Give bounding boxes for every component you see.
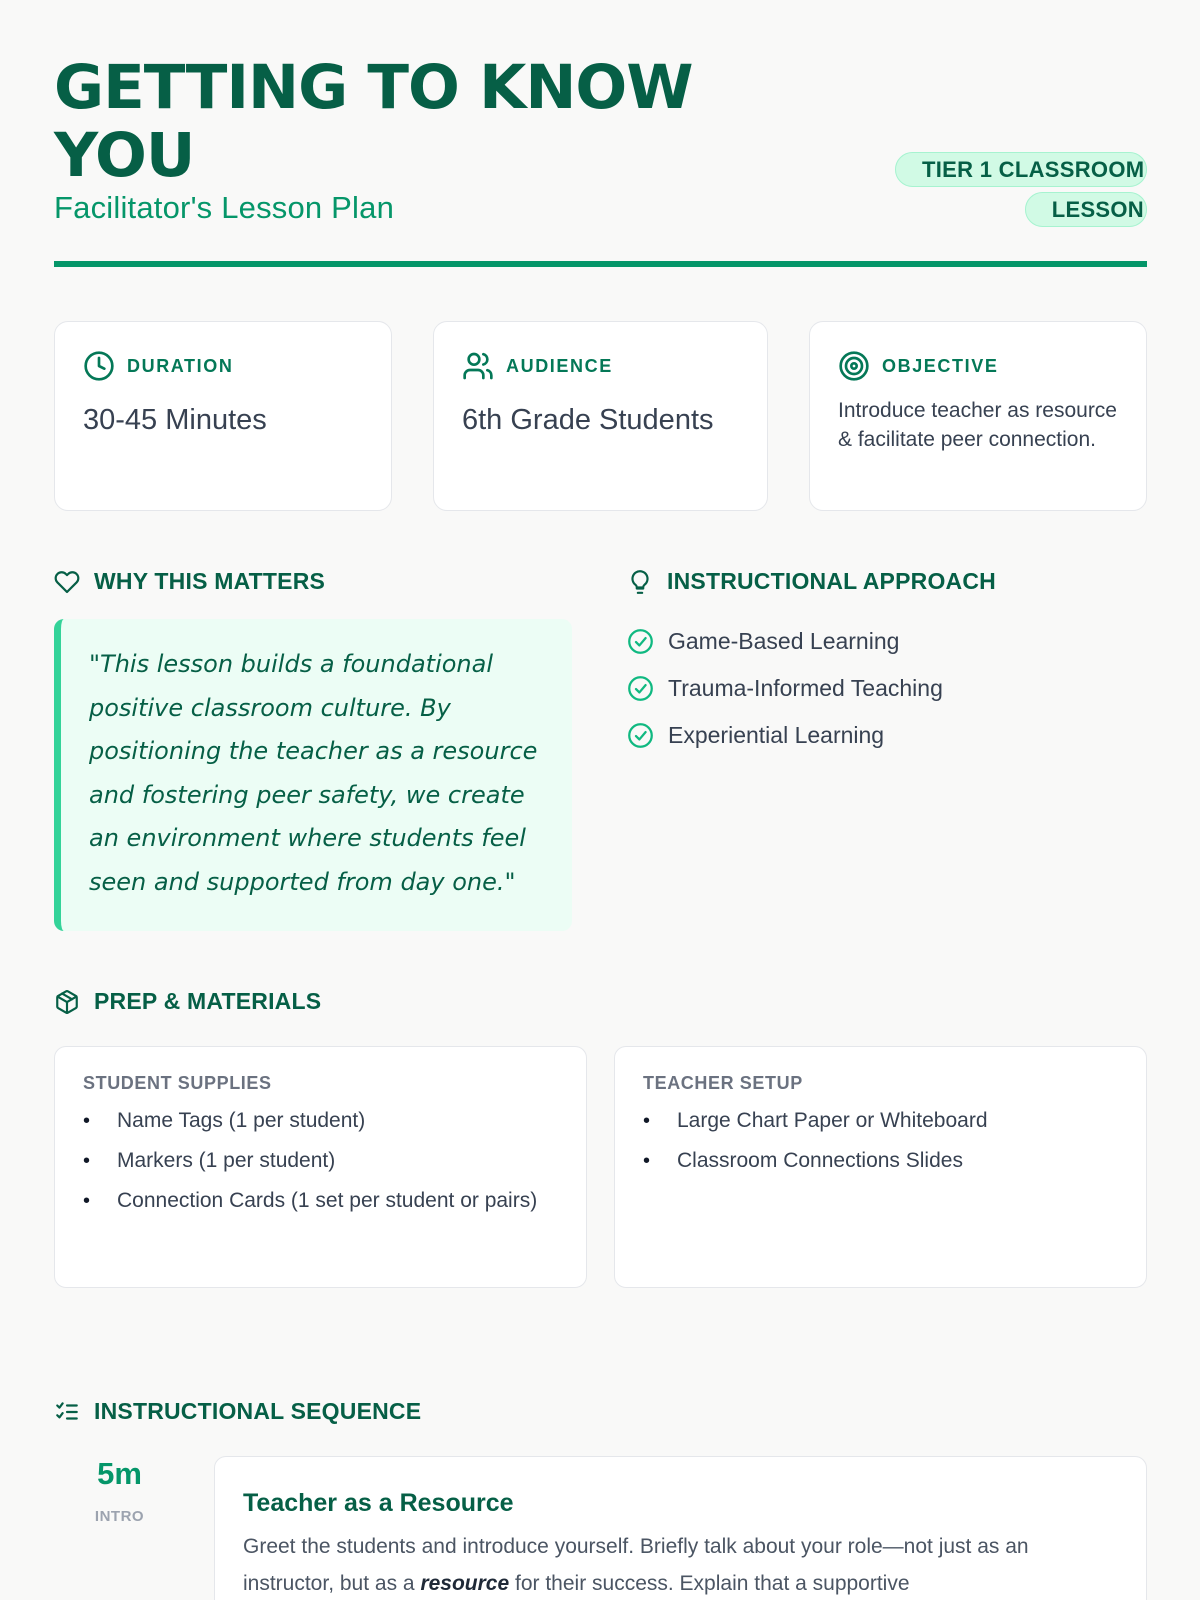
teacher-setup-list	[643, 1104, 1118, 1178]
header-divider	[54, 261, 1147, 267]
check-circle-icon	[627, 722, 654, 749]
check-circle-icon	[627, 628, 654, 655]
sequence-step-time	[54, 1456, 185, 1525]
list-item-label: Name Tags (1 per student)	[117, 1109, 366, 1132]
approach-item	[627, 712, 943, 759]
materials-heading-label: PREP & MATERIALS	[94, 988, 322, 1014]
approach-item-label: Trauma-Informed Teaching	[668, 675, 943, 701]
step-duration: 5m	[97, 1456, 142, 1491]
page-title: GETTING TO KNOW YOU	[54, 52, 693, 191]
list-item-label: Classroom Connections Slides	[677, 1149, 963, 1172]
objective-label: OBJECTIVE	[882, 355, 999, 376]
approach-heading-label: INSTRUCTIONAL APPROACH	[667, 568, 996, 594]
checklist-icon	[54, 1399, 80, 1425]
duration-label: DURATION	[127, 355, 234, 376]
objective-card	[809, 321, 1147, 511]
clock-icon	[83, 350, 115, 382]
approach-item-label: Game-Based Learning	[668, 628, 900, 654]
list-item-label: Connection Cards (1 set per student or pairs)	[117, 1189, 538, 1212]
step-title: Teacher as a Resource	[243, 1489, 514, 1517]
student-supplies-list	[83, 1104, 558, 1218]
teacher-setup-label: TEACHER SETUP	[643, 1073, 803, 1093]
approach-heading	[627, 568, 996, 595]
sequence-heading	[54, 1398, 421, 1425]
step-description-emphasis: resource	[420, 1572, 510, 1595]
step-stage: INTRO	[94, 1508, 145, 1525]
step-description-start: Greet the students and introduce yourself. Briefly talk about your role—not just as an instructor, but as a	[243, 1535, 1029, 1595]
approach-list	[627, 618, 943, 759]
duration-value: 30-45 Minutes	[83, 404, 267, 436]
duration-card	[54, 321, 392, 511]
list-item: • Classroom Connections Slides	[643, 1149, 963, 1172]
audience-value: 6th Grade Students	[462, 404, 714, 436]
teacher-setup-card	[614, 1046, 1147, 1288]
check-circle-icon	[627, 675, 654, 702]
list-item: • Connection Cards (1 set per student or pairs)	[83, 1189, 538, 1212]
objective-value: Introduce teacher as resource & facilitate peer connection.	[838, 399, 1117, 451]
approach-item	[627, 665, 943, 712]
audience-label: AUDIENCE	[506, 355, 613, 376]
audience-card	[433, 321, 768, 511]
why-heading	[54, 568, 325, 595]
list-item: • Name Tags (1 per student)	[83, 1109, 366, 1132]
lightbulb-icon	[627, 569, 653, 595]
list-item: • Markers (1 per student)	[83, 1149, 336, 1172]
page-subtitle: Facilitator's Lesson Plan	[54, 190, 395, 225]
step-description-end: for their success. Explain that a supportive	[515, 1572, 910, 1595]
users-icon	[462, 350, 494, 382]
sequence-step-card	[214, 1456, 1147, 1600]
why-quote: "This lesson builds a foundational positive classroom culture. By positioning the teacher as a resource and fostering peer safety, we create an environment where students feel seen and supported from day one."	[54, 619, 572, 931]
list-item-label: Markers (1 per student)	[117, 1149, 336, 1172]
student-supplies-label: STUDENT SUPPLIES	[83, 1073, 272, 1093]
list-item: • Large Chart Paper or Whiteboard	[643, 1109, 988, 1132]
why-heading-label: WHY THIS MATTERS	[94, 568, 326, 594]
tier-badge-label: TIER 1 CLASSROOM LESSON	[895, 152, 1147, 227]
step-description	[243, 1528, 1118, 1600]
sequence-heading-label: INSTRUCTIONAL SEQUENCE	[94, 1398, 422, 1424]
tier-badge	[895, 150, 1147, 230]
student-supplies-card	[54, 1046, 587, 1288]
approach-item	[627, 618, 943, 665]
target-icon	[838, 350, 870, 382]
list-item-label: Large Chart Paper or Whiteboard	[677, 1109, 988, 1132]
materials-heading	[54, 988, 321, 1015]
approach-item-label: Experiential Learning	[668, 722, 885, 748]
package-icon	[54, 989, 80, 1015]
heart-icon	[54, 569, 80, 595]
